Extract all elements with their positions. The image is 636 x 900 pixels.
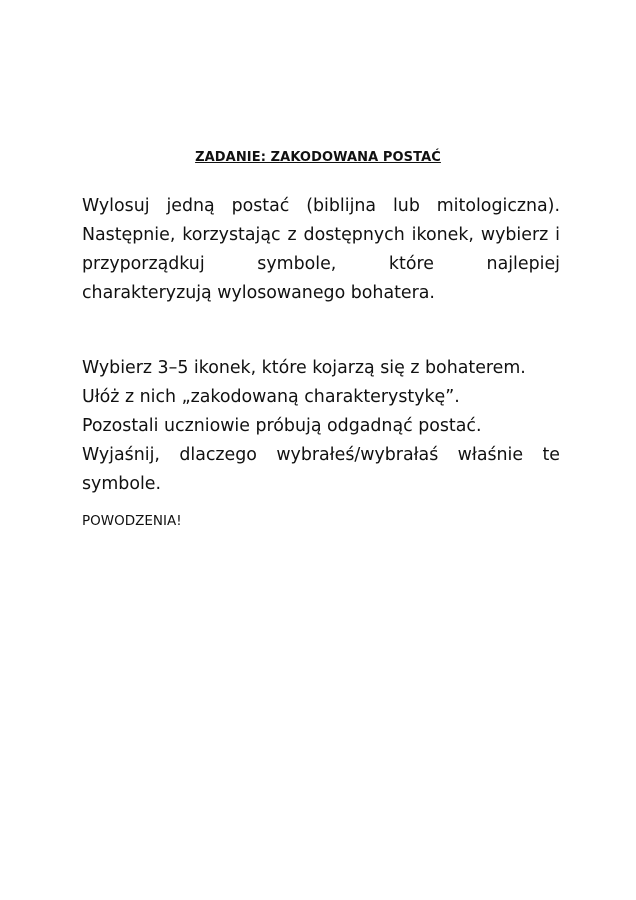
intro-line: Następnie, korzystając z dostępnych ikonek, wybierz i [82,225,560,245]
instruction-line: Pozostali uczniowie próbują odgadnąć postać. [82,416,482,436]
task-title: ZADANIE: ZAKODOWANA POSTAĆ [195,150,441,165]
instruction-line: Wyjaśnij, dlaczego wybrałeś/wybrałaś właśnie te [82,445,560,465]
intro-paragraph [82,192,560,308]
instruction-line: Ułóż z nich „zakodowaną charakterystykę”. [82,387,460,407]
closing-note: POWODZENIA! [82,513,182,529]
instruction-paragraph [82,354,560,499]
intro-line: charakteryzują wylosowanego bohatera. [82,283,435,303]
intro-line: Wylosuj jedną postać (biblijna lub mitologiczna). [82,196,560,216]
intro-line: przyporządkuj symbole, które najlepiej [82,254,560,274]
instruction-line: symbole. [82,474,162,494]
instruction-line: Wybierz 3–5 ikonek, które kojarzą się z bohaterem. [82,358,526,378]
